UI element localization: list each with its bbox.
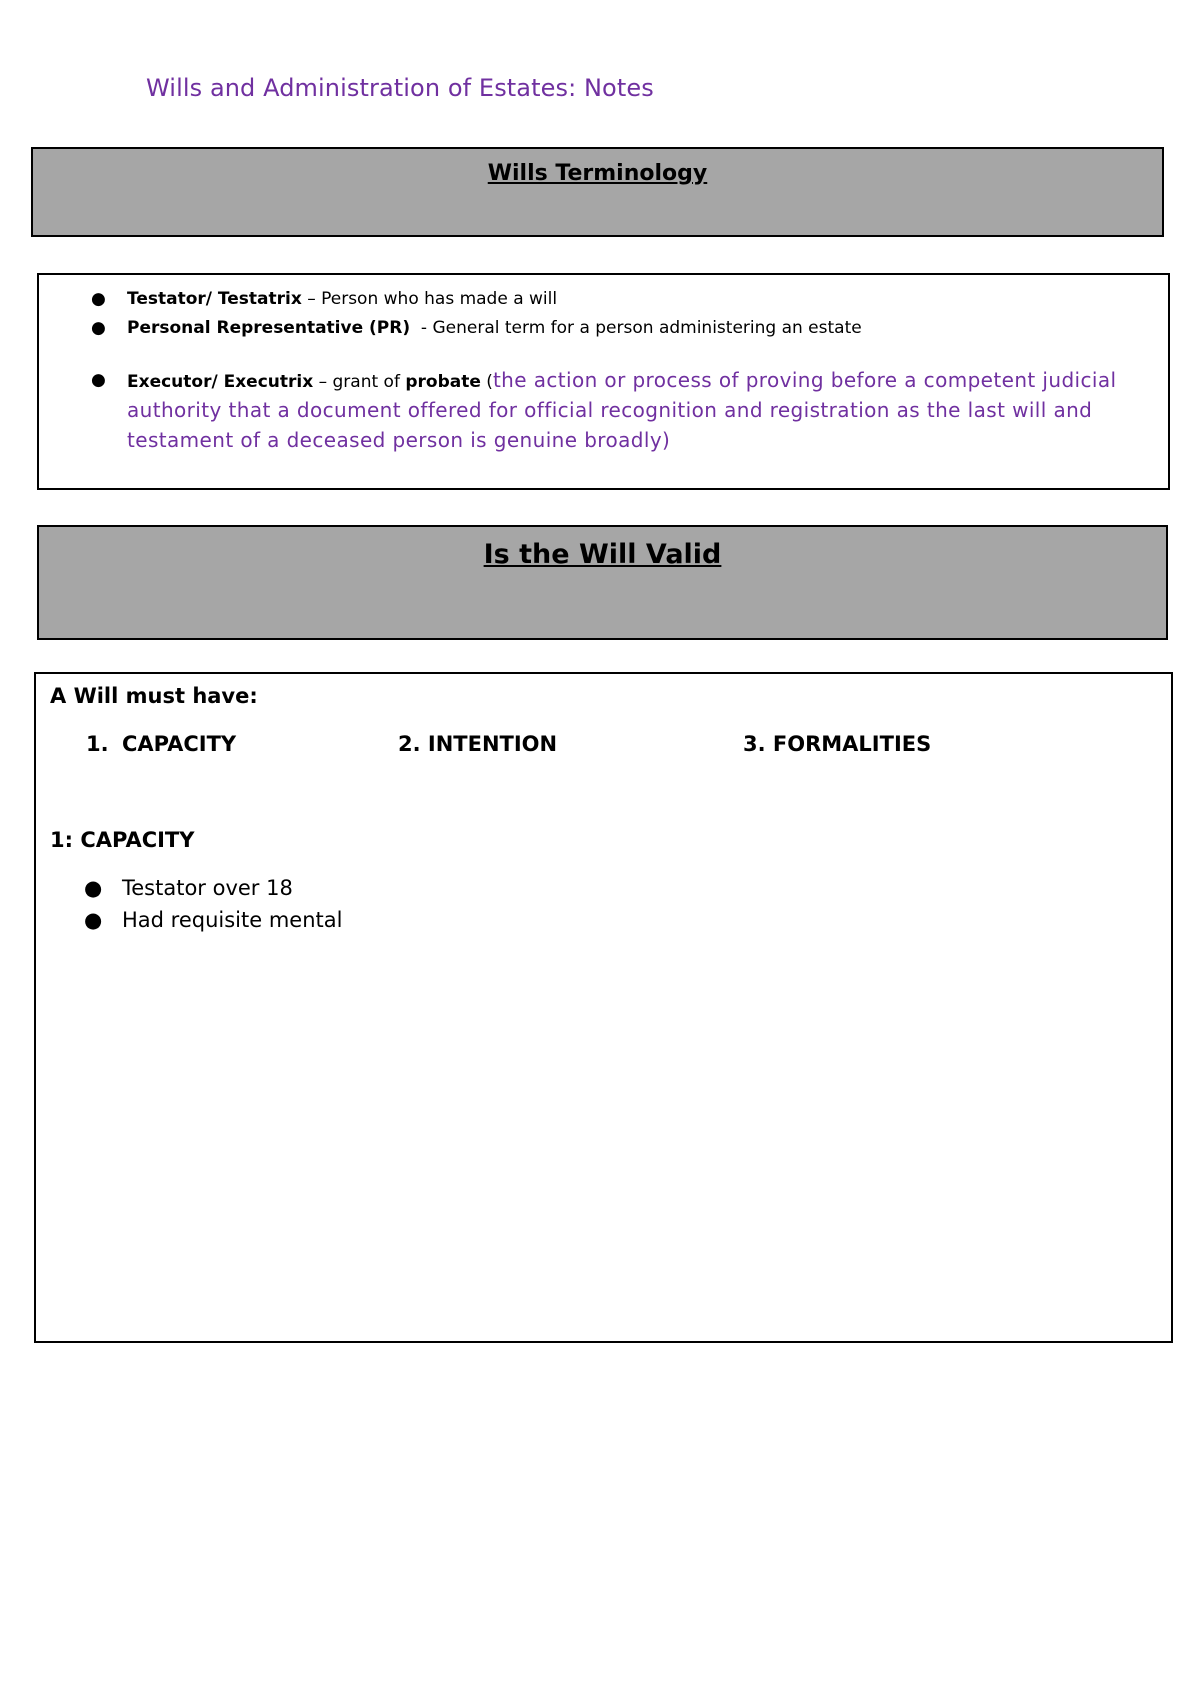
term-definition: General term for a person administering an estate — [432, 318, 862, 338]
requirement-formalities: 3. FORMALITIES — [743, 732, 932, 756]
terminology-heading: Wills Terminology — [487, 161, 708, 186]
bullet-icon: ● — [84, 908, 103, 932]
capacity-heading: 1: CAPACITY — [50, 828, 195, 852]
requirement-intention: 2. INTENTION — [398, 732, 558, 756]
capacity-point — [84, 876, 293, 900]
requirement-capacity — [86, 732, 236, 756]
requirement-number: 1. — [86, 732, 109, 756]
term-name: Testator/ Testatrix — [127, 289, 302, 309]
capacity-point-text: Had requisite mental — [122, 908, 343, 932]
term-separator: - — [410, 318, 433, 338]
terminology-heading-box — [31, 147, 1164, 237]
term-separator: – — [313, 372, 333, 392]
validity-heading-box — [37, 525, 1168, 640]
capacity-point-text: Testator over 18 — [122, 876, 293, 900]
bullet-icon: ● — [91, 370, 106, 390]
term-definition: Person who has made a will — [321, 289, 558, 309]
term-name: Executor/ Executrix — [127, 372, 314, 392]
validity-content-box — [34, 672, 1173, 1343]
term-name: Personal Representative (PR) — [127, 318, 411, 338]
terminology-list-box — [37, 273, 1170, 490]
term-definition-bold: probate — [405, 372, 481, 392]
bullet-icon: ● — [91, 289, 106, 309]
term-definition-open: ( — [480, 372, 493, 392]
will-intro: A Will must have: — [50, 684, 258, 708]
bullet-icon: ● — [91, 318, 106, 338]
terminology-item — [91, 314, 1157, 342]
document-title: Wills and Administration of Estates: Notes — [146, 74, 654, 102]
requirement-label: CAPACITY — [122, 732, 237, 756]
term-definition-prefix: grant of — [332, 372, 406, 392]
terminology-item — [91, 366, 1157, 456]
term-definition-purple: the action or process of proving before a competent judicial authority that a document offered for official recognition and registration as the last will and testament of a deceased person is genuine broadly) — [127, 368, 1117, 452]
validity-heading: Is the Will Valid — [483, 539, 722, 570]
term-separator: – — [301, 289, 322, 309]
capacity-point — [84, 908, 343, 932]
terminology-item — [91, 285, 1157, 313]
bullet-icon: ● — [84, 876, 103, 900]
